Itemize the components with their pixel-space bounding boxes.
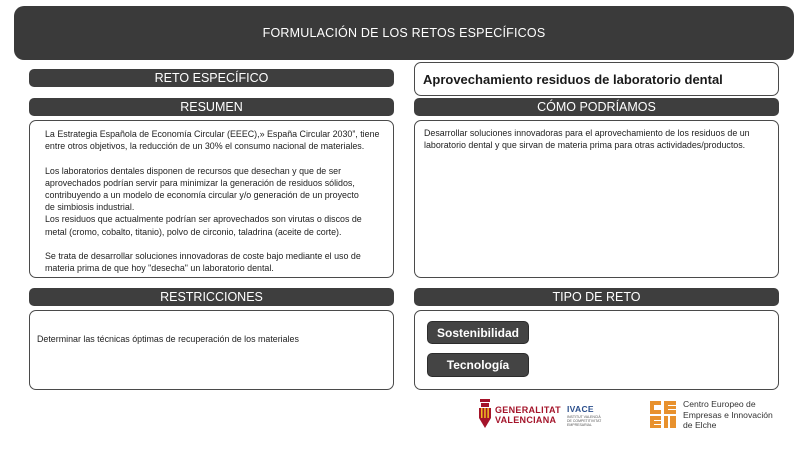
page-title-banner xyxy=(14,6,794,60)
tag-sostenibilidad xyxy=(427,321,529,344)
gva-line1: GENERALITAT xyxy=(495,405,561,415)
como-podriamos-box xyxy=(414,120,779,278)
como-podriamos-text: Desarrollar soluciones innovadoras para el aprovechamiento de los residuos de un laboratorio dental y que sirvan de materia prima para otras actividades/productos. xyxy=(424,128,750,151)
ceei-mark-icon xyxy=(648,399,678,429)
reto-especifico-value-box xyxy=(414,62,779,96)
ivace-name: IVACE xyxy=(567,404,594,414)
como-podriamos-header xyxy=(414,98,779,116)
ceei-line3: de Elche xyxy=(683,420,717,430)
generalitat-valenciana-logo xyxy=(478,399,561,429)
restricciones-header-label: RESTRICCIONES xyxy=(160,290,263,304)
page-title: FORMULACIÓN DE LOS RETOS ESPECÍFICOS xyxy=(262,26,546,40)
restricciones-box xyxy=(29,310,394,390)
ceei-line1: Centro Europeo de xyxy=(683,399,756,409)
restricciones-header xyxy=(29,288,394,306)
ceei-line2: Empresas e Innovación xyxy=(683,409,773,420)
resumen-text: La Estrategia Española de Economía Circular (EEEC),» España Circular 2030”, tiene entre otros objetivos, la reducción de un 30% el consumo nacional de materiales. Los laboratorios dentales disponen de recursos que desechan y que de ser aprovechados podrían servir para minimizar la generación de residuos sólidos, contribuyendo a un modelo de economía circular y/o generación de un proyecto de simbiosis industrial. Los residuos que actualmente podrían ser aprovechados son virutas o discos de metal (cromo, cobalto, titanio), polvo de circonio, taladrina (aceite de corte). Se trata de desarrollar soluciones innovadoras de coste bajo mediante el uso de materia prima de que hoy "desecha" un laboratorio dental. xyxy=(45,129,380,274)
reto-especifico-value: Aprovechamiento residuos de laboratorio dental xyxy=(423,71,723,87)
tag-tecnologia xyxy=(427,353,529,377)
resumen-box xyxy=(29,120,394,278)
ceei-elche-logo xyxy=(648,398,788,430)
resumen-header-label: RESUMEN xyxy=(180,100,243,114)
restricciones-text: Determinar las técnicas óptimas de recuperación de los materiales xyxy=(37,334,299,344)
tipo-de-reto-header-label: TIPO DE RETO xyxy=(552,290,641,304)
ivace-subtitle: INSTITUT VALENCIÀ DE COMPETITIVITAT EMPRESARIAL xyxy=(567,415,602,427)
ivace-logo xyxy=(565,404,605,426)
como-podriamos-header-label: CÓMO PODRÍAMOS xyxy=(537,100,656,114)
reto-especifico-header xyxy=(29,69,394,87)
tipo-de-reto-header xyxy=(414,288,779,306)
reto-especifico-header-label: RETO ESPECÍFICO xyxy=(154,71,269,85)
tag-sostenibilidad-label: Sostenibilidad xyxy=(436,325,519,340)
resumen-header xyxy=(29,98,394,116)
generalitat-shield-icon xyxy=(478,399,492,429)
gva-line2: VALENCIANA xyxy=(495,415,557,425)
tag-tecnologia-label: Tecnología xyxy=(446,358,510,372)
